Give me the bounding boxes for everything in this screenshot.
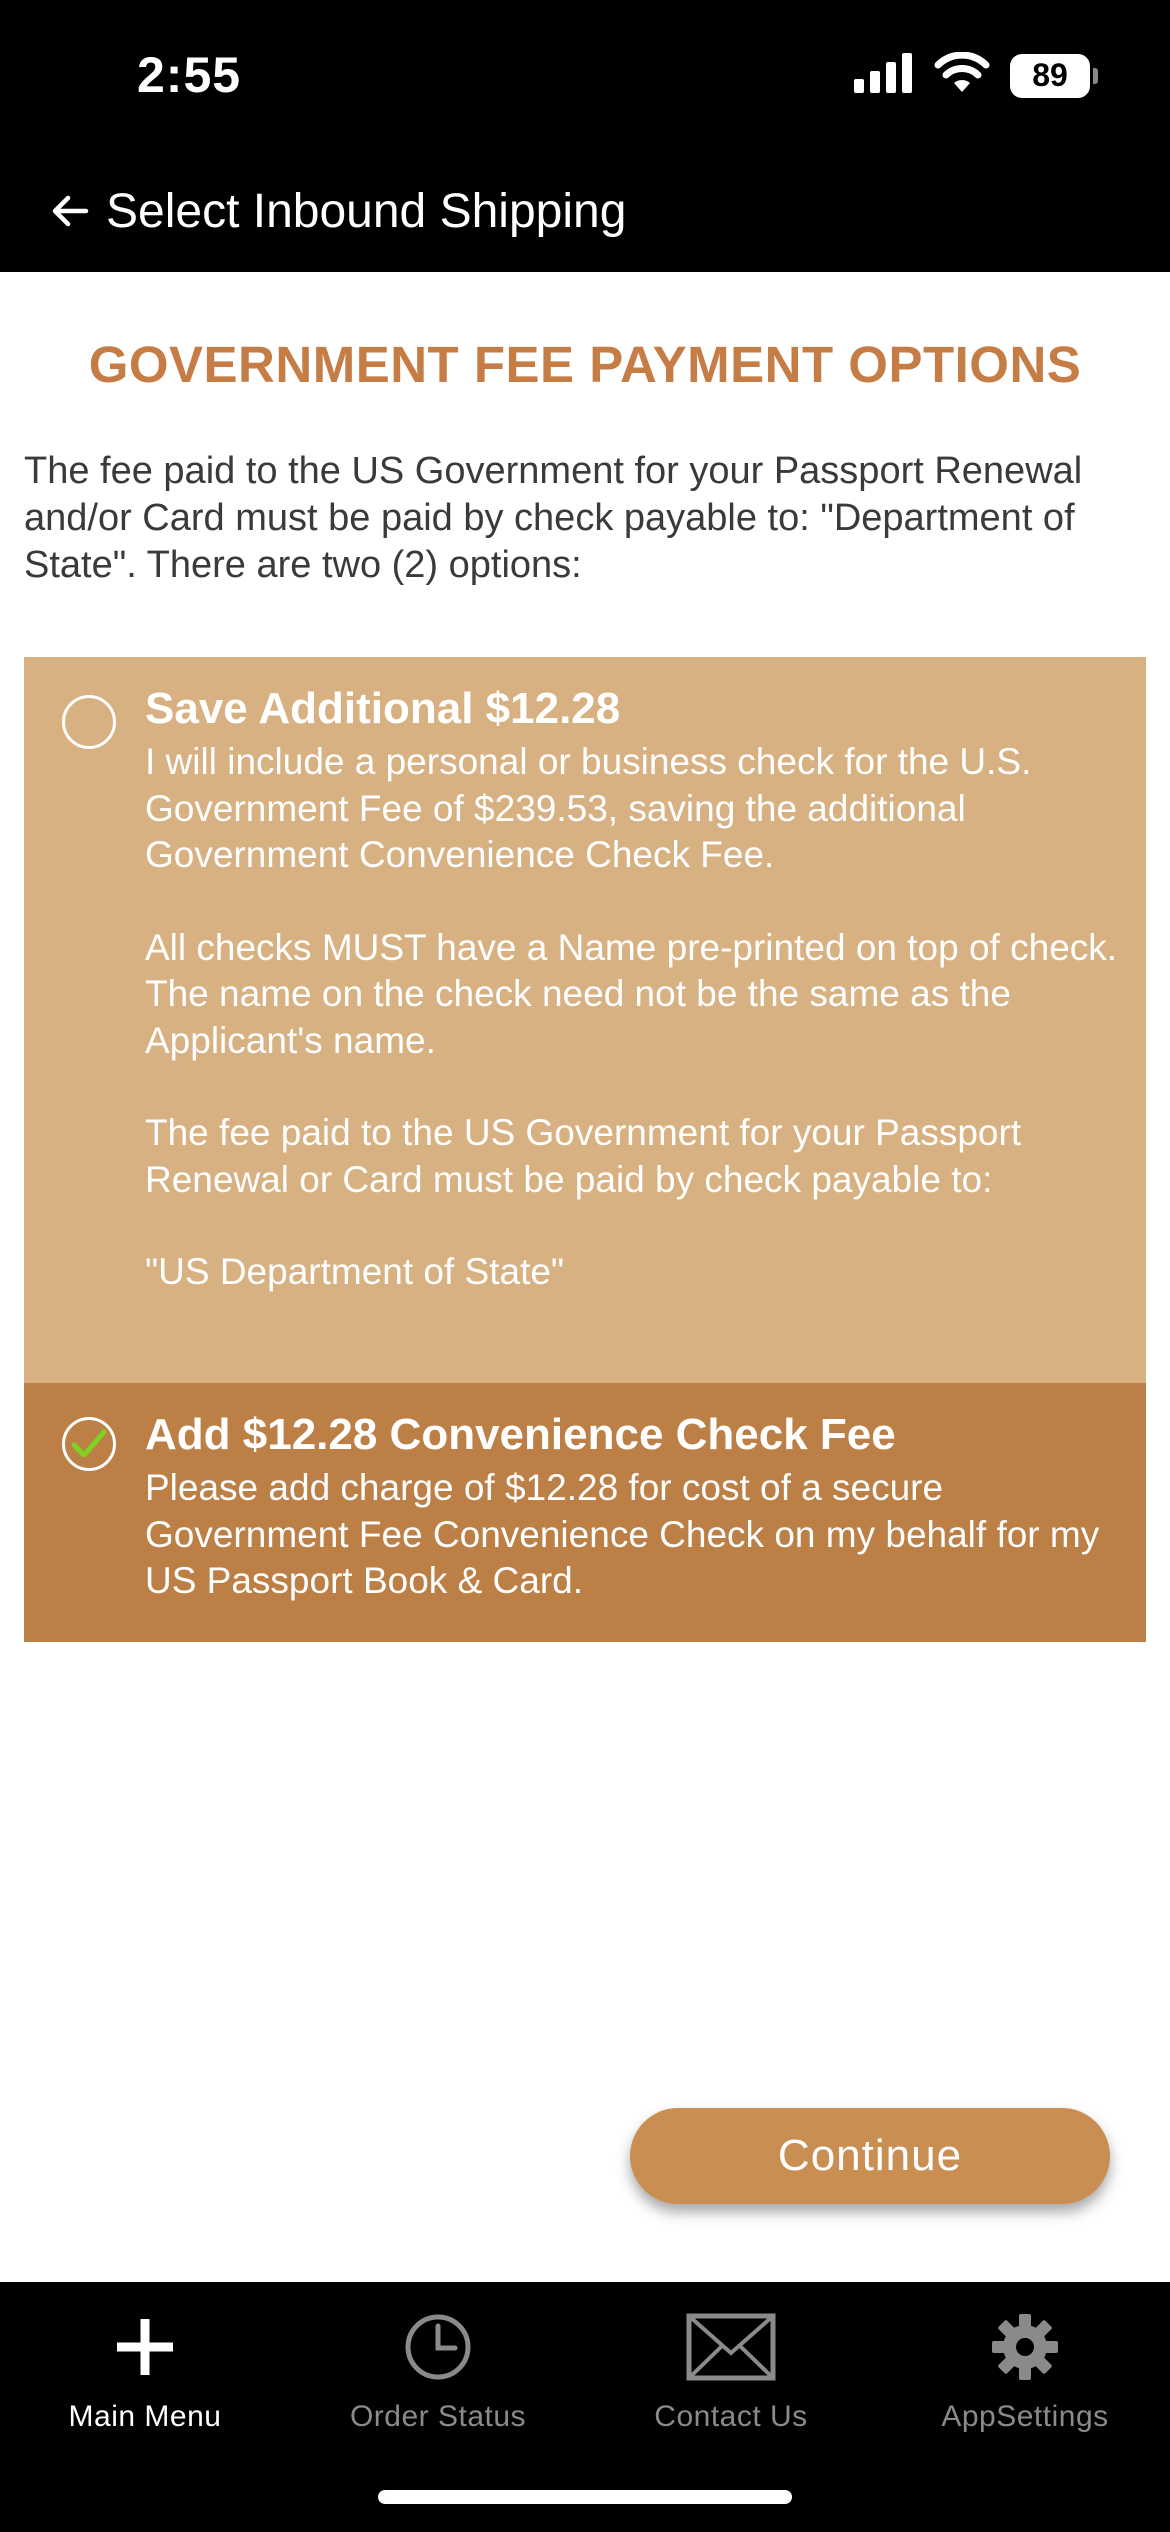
option-title: Save Additional $12.28 [145,684,621,733]
tab-app-settings[interactable] [885,2302,1165,2434]
status-time: 2:55 [137,47,242,103]
radio-checked-icon[interactable] [62,1417,116,1471]
plus-icon [5,2302,285,2392]
option-save-additional[interactable] [24,657,1146,1383]
navigation-bar [0,150,1170,272]
page-title: GOVERNMENT FEE PAYMENT OPTIONS [88,336,1082,393]
tab-order-status[interactable] [298,2302,578,2434]
tab-label: AppSettings [941,2400,1109,2433]
arrow-left-icon [50,193,90,229]
battery-level: 89 [1032,57,1068,93]
envelope-icon [591,2302,871,2392]
option-convenience-check-fee[interactable] [24,1383,1146,1642]
back-button[interactable] [50,184,626,239]
clock-icon [298,2302,578,2392]
payment-options [24,657,1146,1642]
option-description [145,739,1146,1296]
battery-icon [1010,54,1090,98]
option-paragraph: All checks MUST have a Name pre-printed on top of check. The name on the check need not be the same as the Applicant's name. [145,926,1118,1061]
tab-label: Contact Us [654,2400,808,2433]
tab-contact-us[interactable] [591,2302,871,2434]
gear-icon [885,2302,1165,2392]
battery-cap [1093,68,1098,84]
tab-label: Order Status [349,2400,527,2433]
option-description [145,1465,1146,1605]
option-paragraph: I will include a personal or business check for the U.S. Government Fee of $239.53, saving the additional Government Convenience Check Fee. [145,741,1032,875]
main-content [0,272,1170,1601]
radio-unchecked-icon[interactable] [62,695,116,749]
home-indicator[interactable] [378,2490,792,2504]
option-paragraph: "US Department of State" [145,1251,565,1292]
option-paragraph: Please add charge of $12.28 for cost of a secure Government Fee Convenience Check on my behalf for my US Passport Book & Card. [145,1467,1100,1601]
wifi-icon [934,52,990,99]
continue-button[interactable]: Continue [630,2108,1110,2204]
intro-text: The fee paid to the US Government for your Passport Renewal and/or Card must be paid by check payable to: "Department of State". There are two (2) options: [24,450,1083,586]
option-paragraph: The fee paid to the US Government for your Passport Renewal or Card must be paid by check payable to: [145,1112,1022,1200]
tab-label: Main Menu [68,2400,222,2433]
nav-title: Select Inbound Shipping [106,184,627,238]
status-bar [0,0,1170,150]
status-icons [854,52,1090,99]
cellular-signal-icon [854,53,914,98]
option-title: Add $12.28 Convenience Check Fee [145,1410,896,1459]
tab-main-menu[interactable] [5,2302,285,2434]
